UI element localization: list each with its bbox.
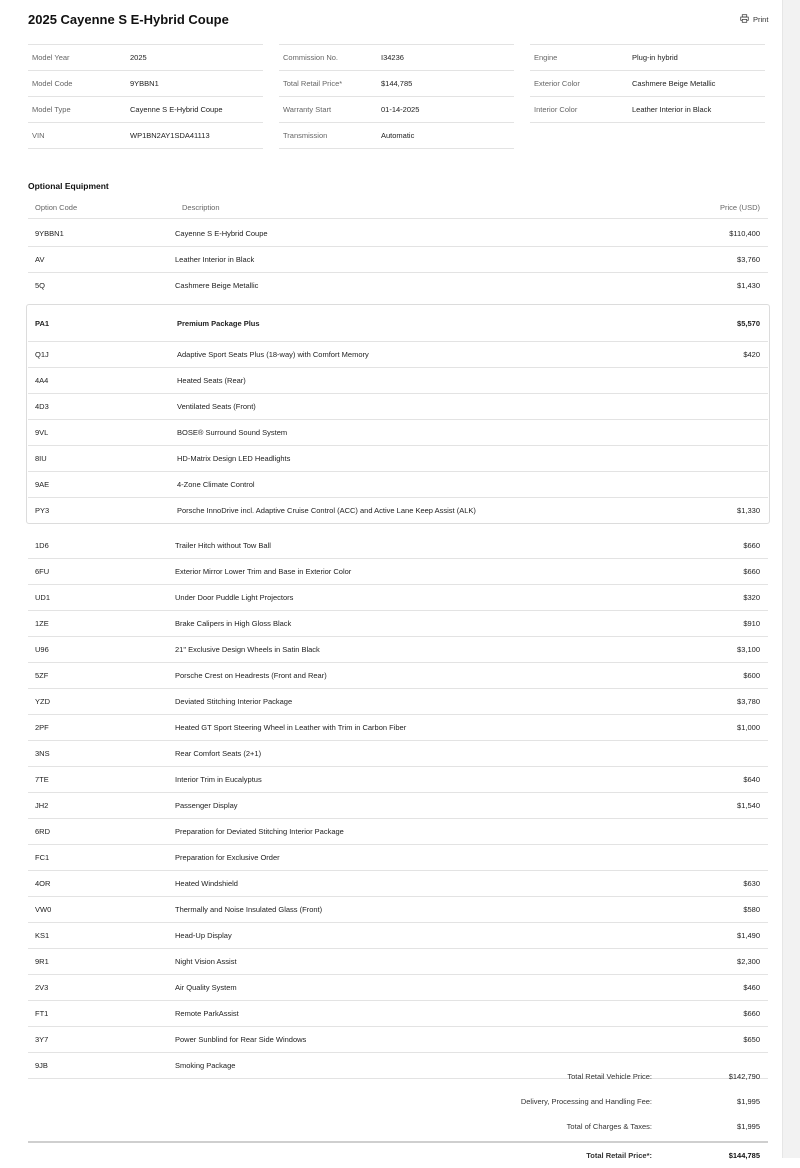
option-code: 9VL: [35, 428, 49, 437]
option-code: 9JB: [35, 1061, 48, 1070]
option-description: Preparation for Exclusive Order: [175, 853, 280, 862]
spec-row-model-code: [28, 70, 263, 96]
option-description: Night Vision Assist: [175, 957, 237, 966]
option-price: $650: [743, 1035, 760, 1044]
total-retail-price-row: [28, 1143, 768, 1168]
option-price: $660: [743, 541, 760, 550]
table-row: [28, 845, 768, 871]
option-description: Heated GT Sport Steering Wheel in Leather with Trim in Carbon Fiber: [175, 723, 407, 732]
option-price: $630: [743, 879, 760, 888]
option-code: 4A4: [35, 376, 49, 385]
total-value: $142,790: [728, 1072, 760, 1081]
option-description: Heated Seats (Rear): [177, 376, 246, 385]
total-label: Total of Charges & Taxes:: [566, 1122, 652, 1131]
spec-row-transmission: [279, 122, 514, 149]
option-description: Heated Windshield: [175, 879, 238, 888]
option-description: Rear Comfort Seats (2+1): [175, 749, 262, 758]
option-price: $1,330: [737, 506, 760, 515]
spec-row-total-price: [279, 70, 514, 96]
option-description: Adaptive Sport Seats Plus (18-way) with Comfort Memory: [177, 350, 369, 359]
section-title: Optional Equipment: [28, 181, 109, 191]
option-description: BOSE® Surround Sound System: [177, 428, 288, 437]
option-description: Cayenne S E-Hybrid Coupe: [175, 229, 268, 238]
option-description: HD-Matrix Design LED Headlights: [177, 454, 291, 463]
option-description: Remote ParkAssist: [175, 1009, 239, 1018]
package-item-row: [28, 342, 768, 368]
option-code: 6FU: [35, 567, 50, 576]
option-code: 4OR: [35, 879, 51, 888]
option-description: Porsche Crest on Headrests (Front and Rear): [175, 671, 327, 680]
total-label: Delivery, Processing and Handling Fee:: [520, 1097, 652, 1106]
option-description: Passenger Display: [175, 801, 238, 810]
table-row: [28, 949, 768, 975]
spec-row-vin: [28, 122, 263, 149]
spec-label: VIN: [32, 131, 45, 140]
option-code: UD1: [35, 593, 51, 602]
specs-column-1: [28, 44, 263, 149]
option-description: Brake Calipers in High Gloss Black: [175, 619, 292, 628]
option-code: 1ZE: [35, 619, 49, 628]
option-code: 5ZF: [35, 671, 49, 680]
table-row: [28, 247, 768, 273]
total-value: $144,785: [728, 1151, 760, 1160]
spec-value: 9YBBN1: [130, 79, 159, 88]
header-description: Description: [182, 202, 220, 212]
spec-label: Model Year: [32, 53, 70, 62]
spec-label: Model Type: [32, 105, 71, 114]
option-price: $320: [743, 593, 760, 602]
option-code: FT1: [35, 1009, 49, 1018]
page-title: 2025 Cayenne S E-Hybrid Coupe: [28, 12, 229, 27]
option-description: Ventilated Seats (Front): [177, 402, 256, 411]
table-row: [28, 663, 768, 689]
option-price: $420: [743, 350, 760, 359]
option-description: Exterior Mirror Lower Trim and Base in Exterior Color: [175, 567, 352, 576]
option-price: $660: [743, 567, 760, 576]
table-row: [28, 585, 768, 611]
table-row: [28, 975, 768, 1001]
option-description: Porsche InnoDrive incl. Adaptive Cruise Control (ACC) and Active Lane Keep Assist (ALK): [177, 506, 476, 515]
option-description: Deviated Stitching Interior Package: [175, 697, 293, 706]
table-row: [28, 715, 768, 741]
specs-column-2: [279, 44, 514, 149]
table-row: [28, 689, 768, 715]
table-row: [28, 273, 768, 298]
table-row: [28, 897, 768, 923]
spec-row-interior-color: [530, 96, 765, 123]
package-price: $5,570: [737, 318, 760, 328]
charges-taxes-row: [28, 1114, 768, 1139]
spec-value: I34236: [381, 53, 404, 62]
option-code: 1D6: [35, 541, 49, 550]
spec-value: Plug-in hybrid: [632, 53, 678, 62]
table-row: [28, 767, 768, 793]
scrollbar-track[interactable]: [782, 0, 800, 1158]
option-code: FC1: [35, 853, 50, 862]
table-row: [28, 221, 768, 247]
spec-value: Cayenne S E-Hybrid Coupe: [130, 105, 223, 114]
option-code: 2V3: [35, 983, 49, 992]
option-code: Q1J: [35, 350, 49, 359]
option-code: 7TE: [35, 775, 49, 784]
spec-row-commission: [279, 44, 514, 70]
spec-label: Warranty Start: [283, 105, 332, 114]
package-item-row: [28, 498, 768, 523]
spec-value: Leather Interior in Black: [632, 105, 712, 114]
spec-label: Transmission: [283, 131, 328, 140]
option-code: KS1: [35, 931, 50, 940]
option-description: Trailer Hitch without Tow Ball: [175, 541, 271, 550]
total-value: $1,995: [737, 1097, 760, 1106]
spec-value: Cashmere Beige Metallic: [632, 79, 716, 88]
spec-value: 01-14-2025: [381, 105, 420, 114]
header-option-code: Option Code: [35, 202, 78, 212]
table-row: [28, 1027, 768, 1053]
option-code: JH2: [35, 801, 49, 810]
package-item-row: [28, 420, 768, 446]
option-code: 9R1: [35, 957, 49, 966]
option-price: $1,000: [737, 723, 760, 732]
option-description: Smoking Package: [175, 1061, 236, 1070]
option-description: 4-Zone Climate Control: [177, 480, 255, 489]
option-price: $1,430: [737, 281, 760, 290]
spec-label: Engine: [534, 53, 558, 62]
spec-value: Automatic: [381, 131, 415, 140]
package-item-row: [28, 446, 768, 472]
table-row: [28, 819, 768, 845]
total-value: $1,995: [737, 1122, 760, 1131]
option-code: PY3: [35, 506, 50, 515]
spec-label: Total Retail Price*: [283, 79, 343, 88]
option-price: $110,400: [729, 229, 760, 238]
option-description: Head-Up Display: [175, 931, 232, 940]
total-label: Total Retail Vehicle Price:: [567, 1072, 652, 1081]
option-price: $910: [743, 619, 760, 628]
specs-column-3: [530, 44, 765, 123]
table-row: [28, 923, 768, 949]
package-item-row: [28, 472, 768, 498]
delivery-fee-row: [28, 1089, 768, 1114]
spec-row-model-type: [28, 96, 263, 122]
table-row: [28, 741, 768, 767]
spec-label: Exterior Color: [534, 79, 580, 88]
option-description: 21" Exclusive Design Wheels in Satin Black: [175, 645, 320, 654]
options-bottom-list: [28, 533, 768, 1079]
option-code: 9YBBN1: [35, 229, 64, 238]
option-code: 8IU: [35, 454, 47, 463]
spec-row-model-year: [28, 44, 263, 70]
total-label: Total Retail Price*:: [586, 1151, 652, 1160]
option-price: $460: [743, 983, 760, 992]
spec-label: Model Code: [32, 79, 73, 88]
option-description: Cashmere Beige Metallic: [175, 281, 259, 290]
option-code: 3Y7: [35, 1035, 49, 1044]
option-code: U96: [35, 645, 49, 654]
option-price: $2,300: [737, 957, 760, 966]
package-item-row: [28, 368, 768, 394]
table-row: [28, 1001, 768, 1027]
option-price: $640: [743, 775, 760, 784]
option-price: $600: [743, 671, 760, 680]
table-row: [28, 793, 768, 819]
option-code: 4D3: [35, 402, 49, 411]
spec-value: 2025: [130, 53, 147, 62]
option-price: $3,760: [737, 255, 760, 264]
option-price: $1,490: [737, 931, 760, 940]
spec-label: Commission No.: [283, 53, 339, 62]
option-code: YZD: [35, 697, 50, 706]
table-header: [28, 196, 768, 219]
option-description: Thermally and Noise Insulated Glass (Front): [175, 905, 323, 914]
table-row: [28, 871, 768, 897]
option-code: 6RD: [35, 827, 51, 836]
option-price: $1,540: [737, 801, 760, 810]
option-code: 5Q: [35, 281, 46, 290]
spec-row-engine: [530, 44, 765, 70]
table-row: [28, 637, 768, 663]
header-price: Price (USD): [719, 202, 760, 212]
option-price: $580: [743, 905, 760, 914]
option-price: $660: [743, 1009, 760, 1018]
package-item-row: [28, 394, 768, 420]
print-button[interactable]: [740, 14, 768, 25]
print-label: Print: [753, 15, 769, 24]
option-description: Under Door Puddle Light Projectors: [175, 593, 294, 602]
package-description: Premium Package Plus: [177, 318, 260, 328]
option-price: $3,780: [737, 697, 760, 706]
spec-value: $144,785: [381, 79, 413, 88]
package-header-row: [28, 305, 768, 342]
package-group: [26, 304, 770, 524]
total-vehicle-price-row: [28, 1064, 768, 1089]
spec-value: WP1BN2AY1SDA41113: [130, 131, 210, 140]
option-description: Power Sunblind for Rear Side Windows: [175, 1035, 307, 1044]
price-totals: [28, 1064, 768, 1168]
spec-row-warranty: [279, 96, 514, 122]
option-code: VW0: [35, 905, 52, 914]
spec-row-exterior-color: [530, 70, 765, 96]
table-row: [28, 533, 768, 559]
package-list: [28, 305, 768, 523]
option-description: Leather Interior in Black: [175, 255, 255, 264]
printer-icon: [740, 14, 749, 25]
option-price: $3,100: [737, 645, 760, 654]
option-description: Interior Trim in Eucalyptus: [175, 775, 262, 784]
table-row: [28, 611, 768, 637]
table-row: [28, 559, 768, 585]
option-description: Preparation for Deviated Stitching Interior Package: [175, 827, 344, 836]
option-code: 9AE: [35, 480, 50, 489]
spec-label: Interior Color: [534, 105, 578, 114]
option-code: AV: [35, 255, 45, 264]
option-description: Air Quality System: [175, 983, 237, 992]
package-code: PA1: [35, 318, 50, 328]
options-top-list: [28, 221, 768, 298]
option-code: 2PF: [35, 723, 49, 732]
option-code: 3NS: [35, 749, 50, 758]
